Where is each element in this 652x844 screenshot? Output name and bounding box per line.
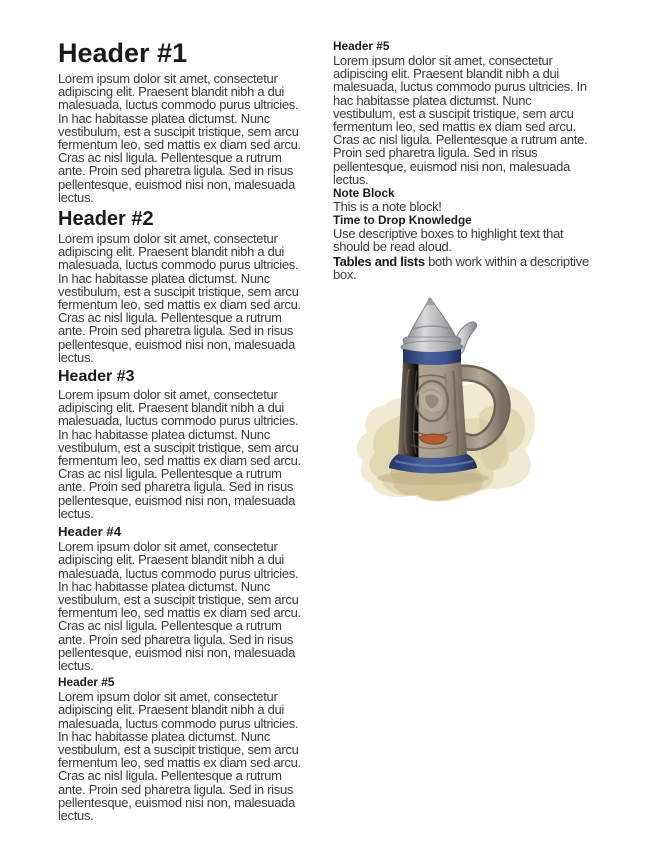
beer-stein-illustration	[333, 289, 591, 529]
section-header-5-right	[333, 40, 591, 186]
section-heading-4: Header #4	[58, 524, 122, 540]
section-paragraph: Lorem ipsum dolor sit amet, consectetur adipiscing elit. Praesent blandit nibh a dui malesuada, luctus commodo purus ultricies. In hac habitasse platea dictumst. Nunc vestibulum, est a suscipit tristique, sem arcu fermentum leo, sed mattis ex diam sed arcu. Cras ac nisl ligula. Pellentesque a rutrum ante. Proin sed pharetra ligula. Sed in risus pellentesque, euismod nisi non, malesuada lectus.	[58, 387, 301, 521]
section-paragraph: Lorem ipsum dolor sit amet, consectetur adipiscing elit. Praesent blandit nibh a dui malesuada, luctus commodo purus ultricies. In hac habitasse platea dictumst. Nunc vestibulum, est a suscipit tristique, sem arcu fermentum leo, sed mattis ex diam sed arcu. Cras ac nisl ligula. Pellentesque a rutrum ante. Proin sed pharetra ligula. Sed in risus pellentesque, euismod nisi non, malesuada lectus.	[58, 231, 301, 365]
section-header-4	[58, 524, 310, 672]
tables-lists-bold: Tables and lists	[333, 253, 425, 269]
section-paragraph: Lorem ipsum dolor sit amet, consectetur adipiscing elit. Praesent blandit nibh a dui malesuada, luctus commodo purus ultricies. In hac habitasse platea dictumst. Nunc vestibulum, est a suscipit tristique, sem arcu fermentum leo, sed mattis ex diam sed arcu. Cras ac nisl ligula. Pellentesque a rutrum ante. Proin sed pharetra ligula. Sed in risus pellentesque, euismod nisi non, malesuada lectus.	[58, 71, 301, 205]
tables-lists-rest: both work within a descriptive box.	[333, 253, 589, 282]
section-header-2	[58, 208, 310, 364]
section-paragraph: Lorem ipsum dolor sit amet, consectetur adipiscing elit. Praesent blandit nibh a dui malesuada, luctus commodo purus ultricies. In hac habitasse platea dictumst. Nunc vestibulum, est a suscipit tristique, sem arcu fermentum leo, sed mattis ex diam sed arcu. Cras ac nisl ligula. Pellentesque a rutrum ante. Proin sed pharetra ligula. Sed in risus pellentesque, euismod nisi non, malesuada lectus.	[58, 689, 301, 823]
tables-lists-line	[333, 255, 591, 281]
right-column	[333, 36, 591, 529]
section-heading-2: Header #2	[58, 208, 154, 231]
beer-stein-figure	[333, 289, 591, 529]
section-heading-3: Header #3	[58, 368, 135, 386]
section-header-1	[58, 38, 310, 204]
knowledge-label: Time to Drop Knowledge	[333, 213, 472, 228]
section-heading-1: Header #1	[58, 38, 188, 68]
left-column	[58, 36, 310, 822]
section-heading-5: Header #5	[333, 39, 390, 53]
section-header-3	[58, 368, 310, 520]
section-paragraph: Lorem ipsum dolor sit amet, consectetur adipiscing elit. Praesent blandit nibh a dui malesuada, luctus commodo purus ultricies. In hac habitasse platea dictumst. Nunc vestibulum, est a suscipit tristique, sem arcu fermentum leo, sed mattis ex diam sed arcu. Cras ac nisl ligula. Pellentesque a rutrum ante. Proin sed pharetra ligula. Sed in risus pellentesque, euismod nisi non, malesuada lectus.	[333, 53, 588, 187]
note-block-label: Note Block	[333, 186, 395, 201]
note-block-text: This is a note block!	[333, 199, 442, 215]
section-paragraph: Lorem ipsum dolor sit amet, consectetur adipiscing elit. Praesent blandit nibh a dui malesuada, luctus commodo purus ultricies. In hac habitasse platea dictumst. Nunc vestibulum, est a suscipit tristique, sem arcu fermentum leo, sed mattis ex diam sed arcu. Cras ac nisl ligula. Pellentesque a rutrum ante. Proin sed pharetra ligula. Sed in risus pellentesque, euismod nisi non, malesuada lectus.	[58, 539, 301, 673]
section-heading-5: Header #5	[58, 675, 115, 690]
knowledge-text: Use descriptive boxes to highlight text that should be read aloud.	[333, 226, 564, 255]
stein-lid	[401, 298, 463, 354]
section-header-5-left	[58, 676, 310, 822]
